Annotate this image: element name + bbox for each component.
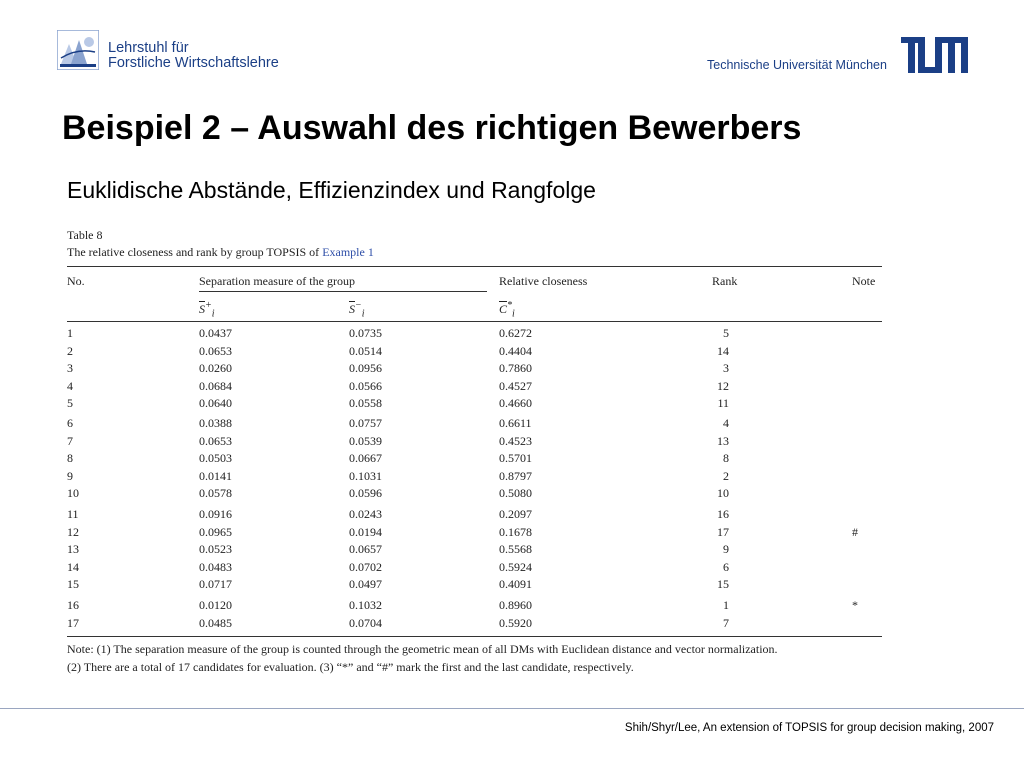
chair-name-line2: Forstliche Wirtschaftslehre <box>108 55 279 71</box>
table-row: 9 0.0141 0.1031 0.8797 2 <box>67 468 729 483</box>
footer-citation: Shih/Shyr/Lee, An extension of TOPSIS for group decision making, 2007 <box>624 722 994 734</box>
header-separation: Separation measure of the group <box>199 274 355 288</box>
table-row: 13 0.0523 0.0657 0.5568 9 <box>67 542 729 556</box>
subheader-s-plus: $\overline{S}^+_i$ <box>199 300 215 320</box>
header-note: Note <box>852 274 876 288</box>
table-row: 1 0.0437 0.0735 0.6272 5 <box>67 326 729 340</box>
separation-group-rule <box>199 291 487 292</box>
forest-chair-logo-icon <box>57 30 99 70</box>
table-bottom-rule <box>67 636 882 637</box>
table-row: 4 0.0684 0.0566 0.4527 12 <box>67 378 729 393</box>
table-row: 2 0.0653 0.0514 0.4404 14 <box>67 343 729 358</box>
chair-name-line1: Lehrstuhl für <box>108 40 189 56</box>
subheader-s-minus: $\overline{S}^-_i$ <box>349 300 365 320</box>
table-row: 14 0.0483 0.0702 0.5924 6 <box>67 559 729 574</box>
table-row: 17 0.0485 0.0704 0.5920 7 <box>67 615 729 630</box>
table-row: 10 0.0578 0.0596 0.5080 10 <box>67 486 729 500</box>
slide-subtitle: Euklidische Abstände, Effizienzindex und Rangfolge <box>67 177 596 203</box>
table-row: 3 0.0260 0.0956 0.7860 3 <box>67 361 729 375</box>
subheader-c-star: $\overline{C}^*_i$ <box>499 300 515 320</box>
tum-logo <box>901 37 968 73</box>
slide-title: Beispiel 2 – Auswahl des richtigen Bewerbers <box>62 109 802 147</box>
header-closeness: Relative closeness <box>499 274 588 288</box>
footer-divider <box>0 708 1024 709</box>
table-row: 5 0.0640 0.0558 0.4660 11 <box>67 396 729 410</box>
university-name: Technische Universität München <box>707 58 887 72</box>
table-header-rule <box>67 321 882 322</box>
table-note-line1: Note: (1) The separation measure of the group is counted through the geometric mean of all DMs with Euclidean distance and vector normalization. <box>67 642 778 656</box>
table-row: 7 0.0653 0.0539 0.4523 13 <box>67 433 729 448</box>
table-caption <box>67 245 374 260</box>
table-note-line2: (2) There are a total of 17 candidates for evaluation. (3) “*” and “#” mark the first and the last candidate, respectively. <box>67 660 634 674</box>
table-row: 15 0.0717 0.0497 0.4091 15 <box>67 577 729 591</box>
table-top-rule <box>67 266 882 267</box>
table-row: 6 0.0388 0.0757 0.6611 4 <box>67 416 729 430</box>
table-caption-label: Table 8 <box>67 228 103 242</box>
table-caption-text: The relative closeness and rank by group TOPSIS of <box>67 245 320 259</box>
table-row: 8 0.0503 0.0667 0.5701 8 <box>67 451 729 465</box>
header-rank: Rank <box>712 274 738 288</box>
table-row: 11 0.0916 0.0243 0.2097 16 <box>67 507 729 521</box>
table-row: 16 0.0120 0.1032 0.8960 1 * <box>67 598 858 612</box>
header-no: No. <box>67 274 85 288</box>
header <box>0 0 1024 80</box>
example-link[interactable]: Example 1 <box>322 245 374 259</box>
table-row: 12 0.0965 0.0194 0.1678 17 # <box>67 524 858 539</box>
